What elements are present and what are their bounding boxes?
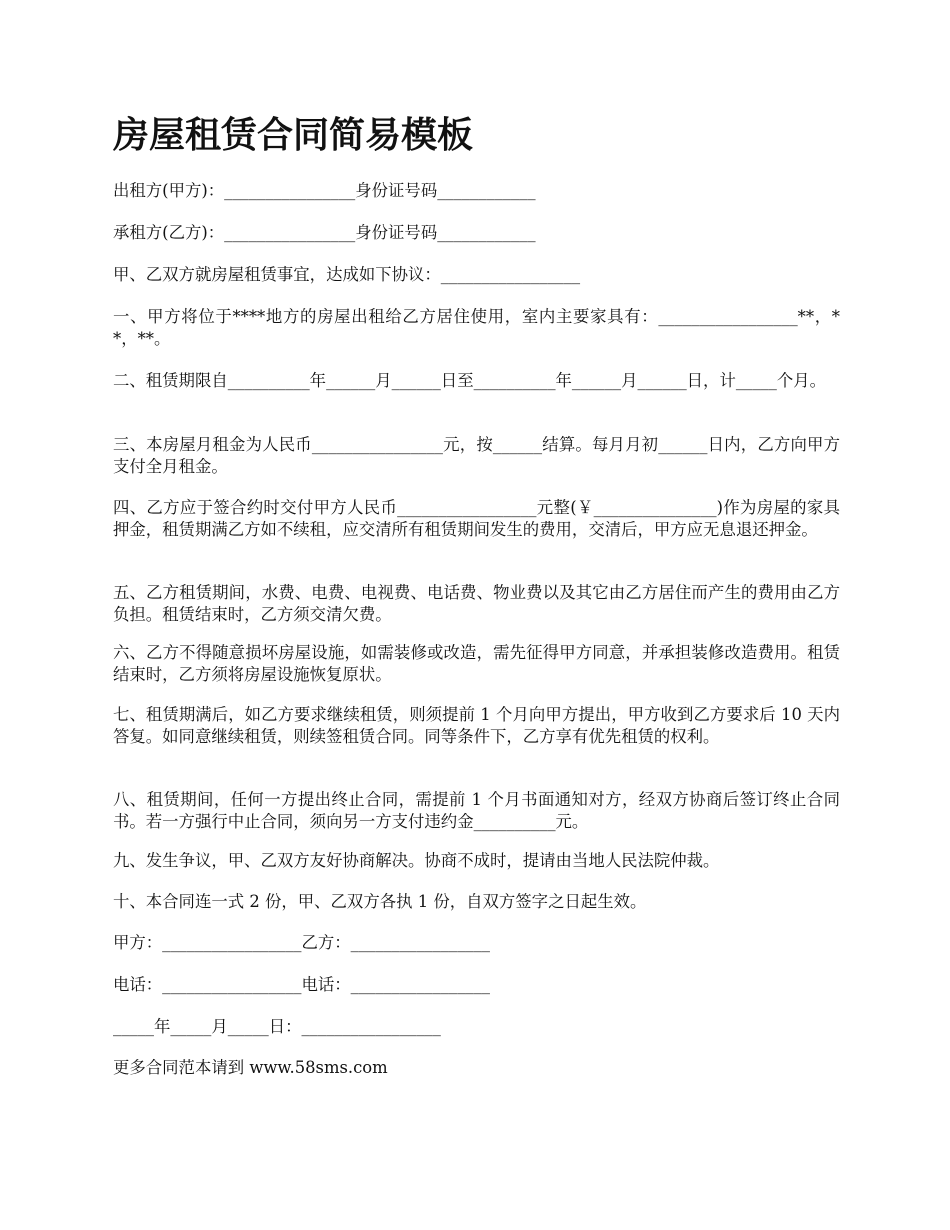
lessee-line: 承租方(乙方)：________________身份证号码____________: [113, 223, 536, 242]
clause-6: 六、乙方不得随意损坏房屋设施，如需装修或改造，需先征得甲方同意，并承担装修改造费用。租赁结束时，乙方须将房屋设施恢复原状。: [113, 643, 840, 684]
footer-note: 更多合同范本请到 www.58sms.com: [113, 1058, 388, 1077]
clause-1: 一、甲方将位于****地方的房屋出租给乙方居住使用，室内主要家具有：_________________**，**，**。: [113, 307, 840, 348]
document-title: 房屋租赁合同简易模板: [113, 115, 474, 156]
signature-line: 甲方：_________________乙方：_________________: [113, 933, 490, 952]
clause-4: 四、乙方应于签合约时交付甲方人民币_________________元整(￥_______________)作为房屋的家具押金，租赁期满乙方如不续租，应交清所有租赁期间发生的费用，交清后，甲方应无息退还押金。: [113, 498, 840, 539]
clause-7: 七、租赁期满后，如乙方要求继续租赁，则须提前 1 个月向甲方提出，甲方收到乙方要求后 10 天内答复。如同意继续租赁，则续签租赁合同。同等条件下，乙方享有优先租赁的权利。: [113, 705, 840, 746]
clause-5: 五、乙方租赁期间，水费、电费、电视费、电话费、物业费以及其它由乙方居住而产生的费用由乙方负担。租赁结束时，乙方须交清欠费。: [113, 583, 840, 624]
clause-9: 九、发生争议，甲、乙双方友好协商解决。协商不成时，提请由当地人民法院仲裁。: [113, 851, 720, 870]
clause-10: 十、本合同连一式 2 份，甲、乙双方各执 1 份，自双方签字之日起生效。: [113, 892, 647, 911]
clause-2: 二、租赁期限自__________年______月______日至__________年______月______日，计_____个月。: [113, 371, 826, 390]
phone-line: 电话：_________________电话：_________________: [113, 975, 490, 994]
clause-3: 三、本房屋月租金为人民币________________元，按______结算。每月月初______日内，乙方向甲方支付全月租金。: [113, 435, 840, 476]
lessor-line: 出租方(甲方)：________________身份证号码____________: [113, 181, 536, 200]
agreement-intro: 甲、乙双方就房屋租赁事宜，达成如下协议：_________________: [113, 265, 581, 284]
date-line: _____年_____月_____日：_________________: [113, 1017, 441, 1036]
clause-8: 八、租赁期间，任何一方提出终止合同，需提前 1 个月书面通知对方，经双方协商后签订终止合同书。若一方强行中止合同，须向另一方支付违约金__________元。: [113, 790, 840, 831]
